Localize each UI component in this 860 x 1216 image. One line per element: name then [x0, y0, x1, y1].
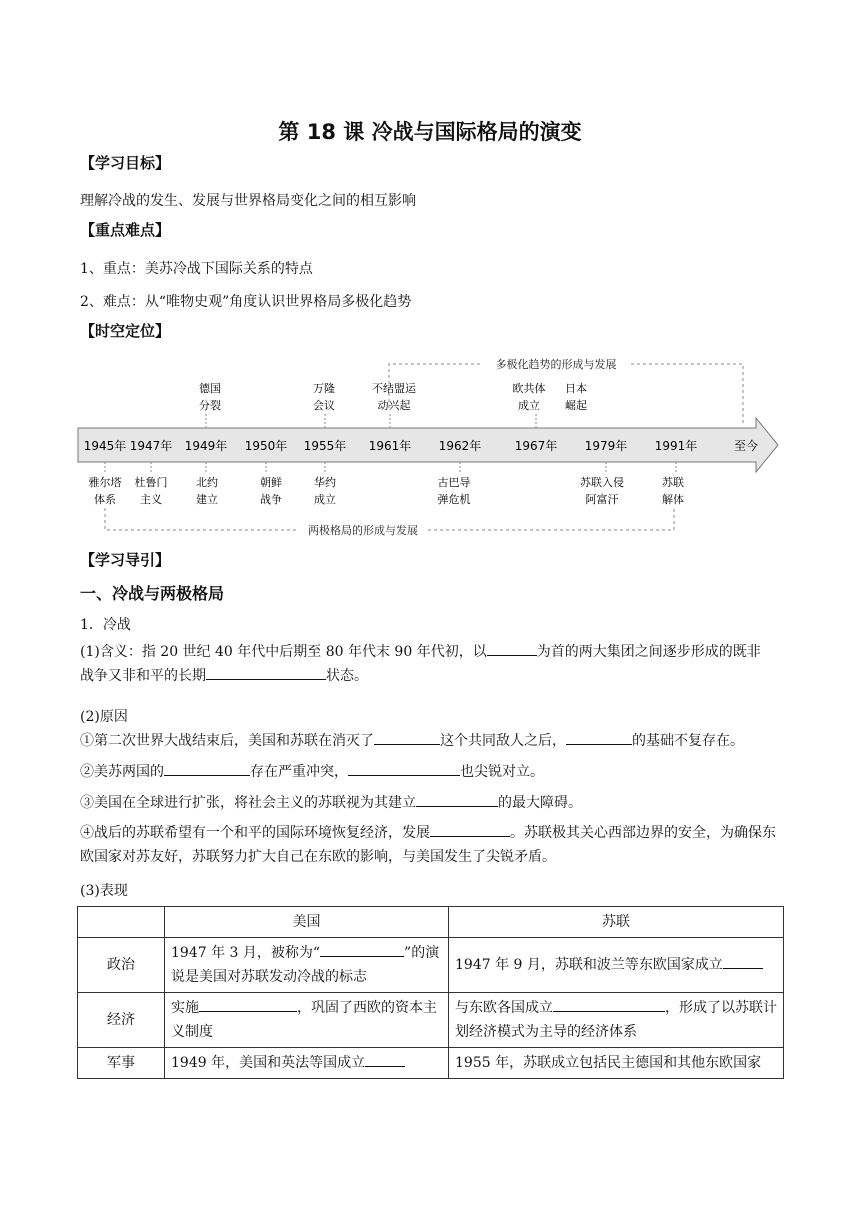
blank-marshall[interactable] — [199, 997, 297, 1012]
blank-cooperation[interactable] — [566, 730, 632, 745]
timeline-year: 1947年 — [129, 439, 173, 453]
timeline-diagram — [76, 348, 786, 538]
timeline-heading: 【时空定位】 — [80, 322, 171, 340]
table-header-su: 苏联 — [449, 907, 784, 938]
manifestation-label: (3)表现 — [80, 883, 128, 899]
table-cell-category: 政治 — [78, 938, 165, 993]
timeline-event-label: 古巴导 — [437, 476, 471, 489]
timeline-event-label: 欧共体 — [512, 382, 546, 395]
timeline-year: 1949年 — [184, 439, 228, 453]
cold-war-definition — [80, 640, 786, 688]
table-header-empty — [78, 907, 165, 938]
bottom-bracket-label: 两极格局的形成与发展 — [308, 524, 418, 537]
learning-goal-heading: 【学习目标】 — [80, 154, 171, 172]
table-cell-su — [449, 993, 784, 1048]
definition-text-c: 战争又非和平的长期 — [80, 668, 206, 684]
table-cell-su — [449, 938, 784, 993]
timeline-event-label: 华约 — [314, 476, 336, 489]
cause-1-text-a: ①第二次世界大战结束后，美国和苏联在消灭了 — [80, 733, 374, 749]
timeline-event-label: 万隆 — [313, 382, 335, 395]
cause-4-text-a: ④战后的苏联希望有一个和平的国际环境恢复经济，发展 — [80, 825, 430, 841]
timeline-event-label: 日本 — [565, 382, 587, 395]
timeline-event-label: 杜鲁门 — [134, 476, 168, 489]
cause-3-text-a: ③美国在全球进行扩张，将社会主义的苏联视为其建立 — [80, 795, 416, 811]
timeline-year: 1991年 — [654, 439, 698, 453]
blank-hegemony[interactable] — [416, 792, 498, 807]
timeline-event-label: 会议 — [313, 399, 335, 412]
timeline-event-label: 雅尔塔 — [88, 476, 122, 489]
cause-1 — [80, 729, 786, 753]
blank-nato[interactable] — [365, 1052, 405, 1067]
timeline-event-label: 解体 — [662, 493, 684, 506]
cell-text: ，巩固了西欧的资本主义制度 — [171, 1000, 437, 1040]
table-cell-us — [165, 938, 449, 993]
timeline-event-label: 阿富汗 — [585, 493, 619, 506]
timeline-event-label: 战争 — [260, 493, 282, 506]
blank-cominform[interactable] — [723, 954, 763, 969]
cold-war-subheading: 1．冷战 — [80, 617, 131, 633]
definition-text-d: 状态。 — [326, 668, 368, 684]
cause-3-text-b: 的最大障碍。 — [498, 795, 582, 811]
timeline-event-label: 建立 — [196, 493, 218, 506]
timeline-event-label: 不结盟运 — [372, 382, 416, 395]
table-cell-category: 经济 — [78, 993, 165, 1048]
timeline-event-label: 北约 — [196, 476, 218, 489]
timeline-event-label: 弹危机 — [437, 493, 471, 506]
top-bracket — [389, 364, 743, 426]
cause-2-text-a: ②美苏两国的 — [80, 764, 164, 780]
definition-text-a: (1)含义：指 20 世纪 40 年代中后期至 80 年代末 90 年代初，以 — [80, 644, 487, 660]
timeline-event-label: 苏联入侵 — [580, 476, 624, 489]
timeline-year: 1955年 — [303, 439, 347, 453]
study-guide-heading: 【学习导引】 — [80, 551, 171, 569]
blank-comecon[interactable] — [553, 997, 665, 1012]
cause-1-text-c: 的基础不复存在。 — [632, 733, 744, 749]
table-header-row — [78, 907, 784, 938]
table-cell-us — [165, 1048, 449, 1079]
timeline-event-label: 成立 — [314, 493, 336, 506]
blank-leader[interactable] — [487, 641, 537, 656]
cause-2-text-c: 也尖锐对立。 — [460, 764, 544, 780]
cause-4 — [80, 821, 786, 869]
cause-2-text-b: 存在严重冲突， — [250, 764, 348, 780]
timeline-event-label: 苏联 — [662, 476, 684, 489]
cell-text: 1947 年 9 月，苏联和波兰等东欧国家成立 — [455, 957, 723, 973]
table-header-us: 美国 — [165, 907, 449, 938]
table-cell-su — [449, 1048, 784, 1079]
cell-text: 与东欧各国成立 — [455, 1000, 553, 1016]
timeline-event-label: 动兴起 — [377, 399, 411, 412]
cell-text: 1955 年，苏联成立包括民主德国和其他东欧国家 — [455, 1055, 762, 1071]
table-cell-us — [165, 993, 449, 1048]
learning-goal-text: 理解冷战的发生、发展与世界格局变化之间的相互影响 — [80, 193, 416, 209]
part1-heading: 一、冷战与两极格局 — [80, 584, 225, 603]
timeline-year: 1961年 — [368, 439, 412, 453]
table-row — [78, 1048, 784, 1079]
timeline-event-label: 崛起 — [565, 399, 587, 412]
cause-1-text-b: 这个共同敌人之后， — [440, 733, 566, 749]
timeline-event-label: 分裂 — [199, 399, 221, 412]
timeline-event-label: 主义 — [140, 493, 162, 506]
timeline-event-label: 成立 — [518, 399, 540, 412]
cell-text: 1949 年，美国和英法等国成立 — [171, 1055, 366, 1071]
blank-common-enemy[interactable] — [374, 730, 440, 745]
timeline-year: 1950年 — [244, 439, 288, 453]
table-cell-category: 军事 — [78, 1048, 165, 1079]
cell-text: 实施 — [171, 1000, 199, 1016]
table-row — [78, 938, 784, 993]
timeline-year: 1979年 — [584, 439, 628, 453]
timeline-event-label: 朝鲜 — [260, 476, 282, 489]
key-point-2: 2、难点：从“唯物史观”角度认识世界格局多极化趋势 — [80, 294, 412, 310]
page-title: 第 18 课 冷战与国际格局的演变 — [278, 120, 582, 144]
timeline-year: 至今 — [733, 439, 759, 453]
timeline-year: 1967年 — [514, 439, 558, 453]
timeline-year: 1945年 — [83, 439, 127, 453]
blank-truman[interactable] — [320, 942, 404, 957]
definition-text-b: 为首的两大集团之间逐步形成的既非 — [536, 644, 761, 660]
cause-2 — [80, 760, 786, 784]
cause-3 — [80, 791, 786, 815]
cell-text: 1947 年 3 月，被称为“ — [171, 945, 321, 961]
cause-label: (2)原因 — [80, 709, 128, 725]
key-points-heading: 【重点难点】 — [80, 221, 171, 239]
top-bracket-label: 多极化趋势的形成与发展 — [495, 358, 617, 371]
blank-develop[interactable] — [430, 822, 510, 837]
manifestation-table — [77, 906, 784, 1079]
blank-state[interactable] — [206, 665, 326, 680]
cell-text: ，形成了以苏联计划经济模式为主导的经济体系 — [455, 1000, 777, 1040]
timeline-event-label: 体系 — [94, 493, 116, 506]
blank-ideology[interactable] — [348, 761, 460, 776]
blank-interests[interactable] — [164, 761, 250, 776]
timeline-event-label: 德国 — [199, 382, 221, 395]
cell-text: ”的演说是美国对苏联发动冷战的标志 — [171, 945, 440, 985]
timeline-year: 1962年 — [438, 439, 482, 453]
cause-4-text-b: 。苏联极其关心西部边界的安全，为确保东欧国家对苏友好，苏联努力扩大自己在东欧的影响，与美国发生了尖锐矛盾。 — [80, 825, 776, 865]
key-point-1: 1、重点：美苏冷战下国际关系的特点 — [80, 261, 313, 277]
table-row — [78, 993, 784, 1048]
